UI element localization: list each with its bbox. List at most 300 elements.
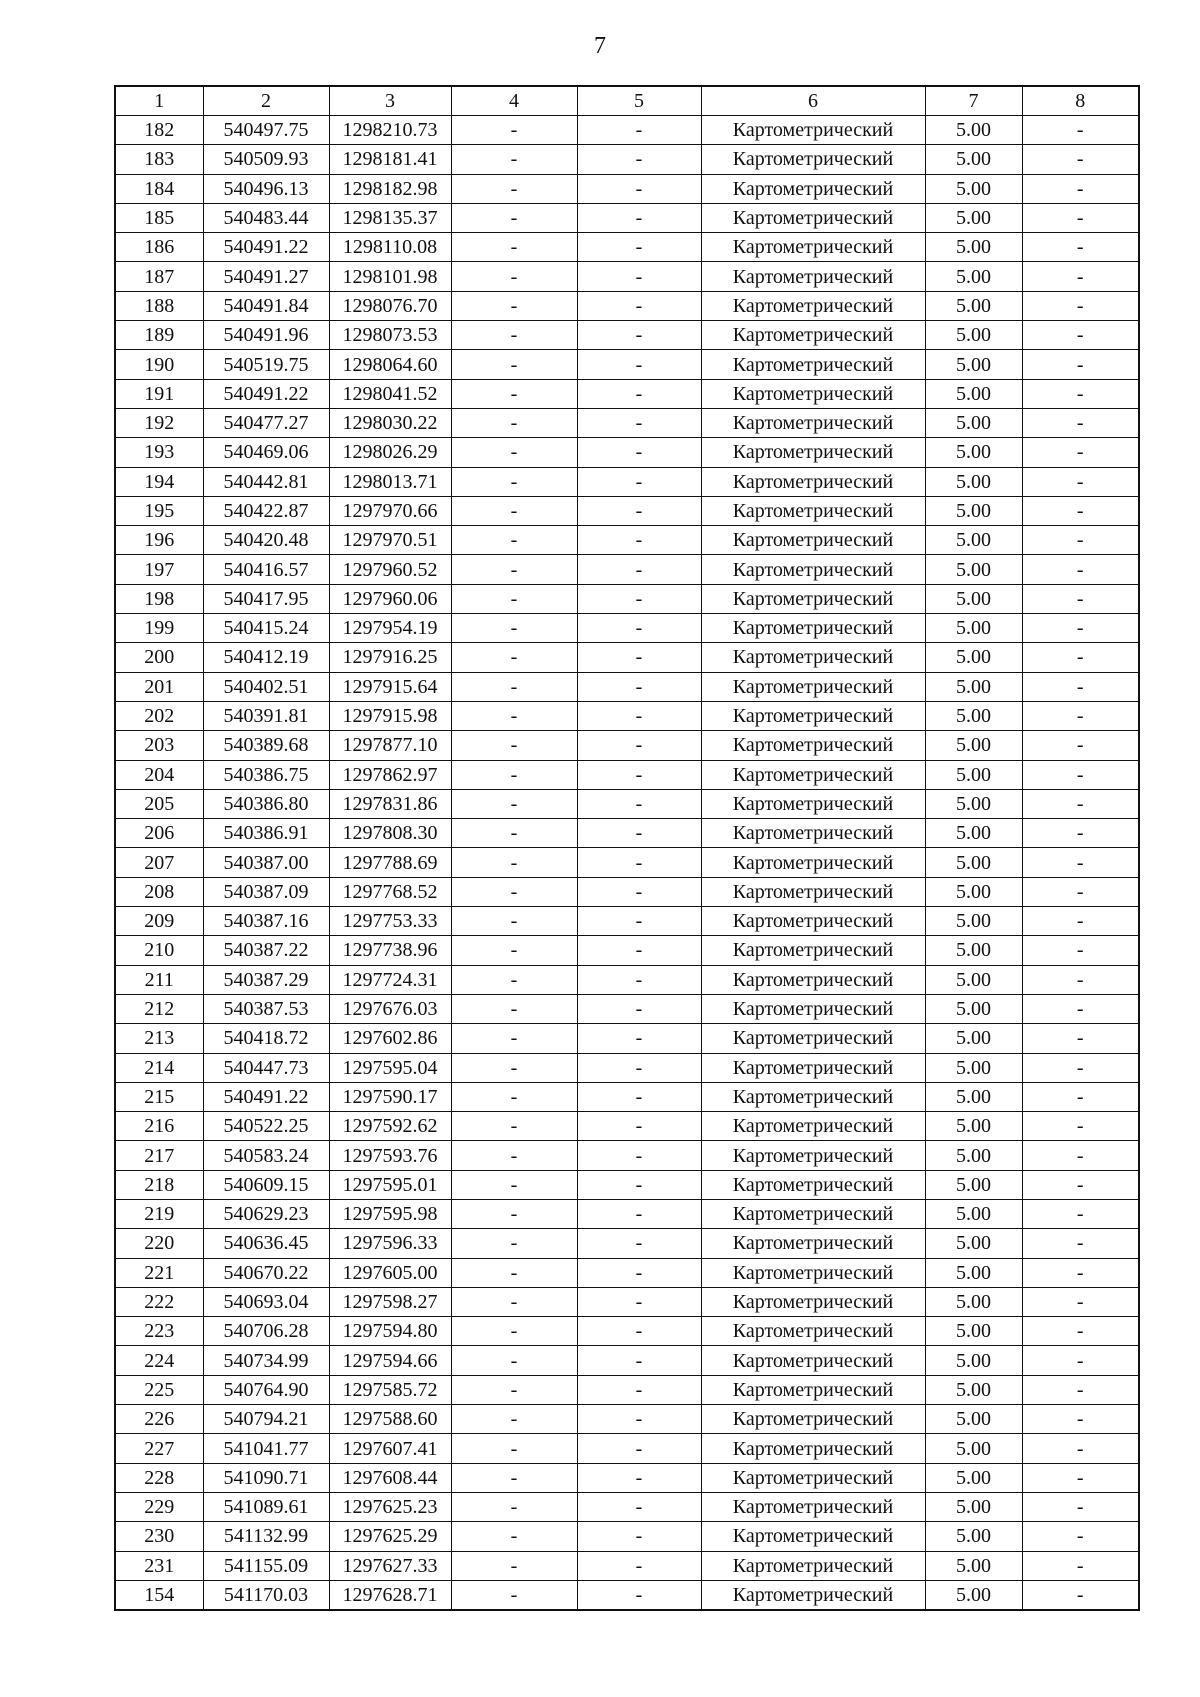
- method-cell: Картометрический: [701, 174, 925, 203]
- accuracy-cell: 5.00: [925, 1141, 1022, 1170]
- column-5-cell: -: [577, 994, 701, 1023]
- column-8-cell: -: [1022, 555, 1139, 584]
- method-cell: Картометрический: [701, 1024, 925, 1053]
- point-number-cell: 186: [115, 233, 203, 262]
- x-coordinate-cell: 541155.09: [203, 1551, 329, 1580]
- table-row: [115, 1434, 1139, 1463]
- column-header: 8: [1022, 86, 1139, 116]
- x-coordinate-cell: 540387.16: [203, 907, 329, 936]
- column-4-cell: -: [451, 203, 577, 232]
- point-number-cell: 190: [115, 350, 203, 379]
- table-row: [115, 262, 1139, 291]
- accuracy-cell: 5.00: [925, 116, 1022, 145]
- table-row: [115, 1405, 1139, 1434]
- column-5-cell: -: [577, 291, 701, 320]
- column-8-cell: -: [1022, 1199, 1139, 1228]
- column-8-cell: -: [1022, 789, 1139, 818]
- y-coordinate-cell: 1297676.03: [329, 994, 451, 1023]
- method-cell: Картометрический: [701, 584, 925, 613]
- table-row: [115, 1053, 1139, 1082]
- column-8-cell: -: [1022, 1551, 1139, 1580]
- point-number-cell: 191: [115, 379, 203, 408]
- column-8-cell: -: [1022, 1082, 1139, 1111]
- point-number-cell: 225: [115, 1375, 203, 1404]
- column-5-cell: -: [577, 379, 701, 408]
- accuracy-cell: 5.00: [925, 731, 1022, 760]
- accuracy-cell: 5.00: [925, 526, 1022, 555]
- point-number-cell: 183: [115, 145, 203, 174]
- accuracy-cell: 5.00: [925, 145, 1022, 174]
- table-row: [115, 291, 1139, 320]
- point-number-cell: 192: [115, 408, 203, 437]
- point-number-cell: 218: [115, 1170, 203, 1199]
- method-cell: Картометрический: [701, 291, 925, 320]
- table-row: [115, 1258, 1139, 1287]
- column-8-cell: -: [1022, 643, 1139, 672]
- y-coordinate-cell: 1298064.60: [329, 350, 451, 379]
- column-4-cell: -: [451, 1082, 577, 1111]
- y-coordinate-cell: 1297954.19: [329, 614, 451, 643]
- x-coordinate-cell: 540734.99: [203, 1346, 329, 1375]
- accuracy-cell: 5.00: [925, 1287, 1022, 1316]
- y-coordinate-cell: 1297788.69: [329, 848, 451, 877]
- method-cell: Картометрический: [701, 321, 925, 350]
- accuracy-cell: 5.00: [925, 1112, 1022, 1141]
- column-4-cell: -: [451, 1053, 577, 1082]
- point-number-cell: 195: [115, 496, 203, 525]
- table-row: [115, 672, 1139, 701]
- column-4-cell: -: [451, 936, 577, 965]
- y-coordinate-cell: 1297594.80: [329, 1317, 451, 1346]
- y-coordinate-cell: 1297862.97: [329, 760, 451, 789]
- column-4-cell: -: [451, 438, 577, 467]
- x-coordinate-cell: 540670.22: [203, 1258, 329, 1287]
- method-cell: Картометрический: [701, 1463, 925, 1492]
- column-8-cell: -: [1022, 1346, 1139, 1375]
- point-number-cell: 220: [115, 1229, 203, 1258]
- method-cell: Картометрический: [701, 1229, 925, 1258]
- x-coordinate-cell: 540387.22: [203, 936, 329, 965]
- column-header: 5: [577, 86, 701, 116]
- accuracy-cell: 5.00: [925, 321, 1022, 350]
- table-row: [115, 701, 1139, 730]
- y-coordinate-cell: 1298182.98: [329, 174, 451, 203]
- accuracy-cell: 5.00: [925, 1024, 1022, 1053]
- method-cell: Картометрический: [701, 701, 925, 730]
- point-number-cell: 211: [115, 965, 203, 994]
- column-8-cell: -: [1022, 907, 1139, 936]
- column-4-cell: -: [451, 1317, 577, 1346]
- y-coordinate-cell: 1297585.72: [329, 1375, 451, 1404]
- method-cell: Картометрический: [701, 1580, 925, 1610]
- y-coordinate-cell: 1297607.41: [329, 1434, 451, 1463]
- x-coordinate-cell: 540422.87: [203, 496, 329, 525]
- y-coordinate-cell: 1297593.76: [329, 1141, 451, 1170]
- column-4-cell: -: [451, 262, 577, 291]
- y-coordinate-cell: 1297594.66: [329, 1346, 451, 1375]
- method-cell: Картометрический: [701, 643, 925, 672]
- point-number-cell: 187: [115, 262, 203, 291]
- column-4-cell: -: [451, 789, 577, 818]
- point-number-cell: 204: [115, 760, 203, 789]
- method-cell: Картометрический: [701, 936, 925, 965]
- column-5-cell: -: [577, 907, 701, 936]
- column-4-cell: -: [451, 233, 577, 262]
- point-number-cell: 215: [115, 1082, 203, 1111]
- column-8-cell: -: [1022, 614, 1139, 643]
- method-cell: Картометрический: [701, 1112, 925, 1141]
- column-5-cell: -: [577, 321, 701, 350]
- column-5-cell: -: [577, 1522, 701, 1551]
- column-8-cell: -: [1022, 1522, 1139, 1551]
- point-number-cell: 217: [115, 1141, 203, 1170]
- y-coordinate-cell: 1297970.66: [329, 496, 451, 525]
- x-coordinate-cell: 540386.91: [203, 819, 329, 848]
- table-row: [115, 1580, 1139, 1610]
- point-number-cell: 203: [115, 731, 203, 760]
- x-coordinate-cell: 540420.48: [203, 526, 329, 555]
- column-5-cell: -: [577, 1112, 701, 1141]
- column-5-cell: -: [577, 526, 701, 555]
- table-row: [115, 438, 1139, 467]
- column-5-cell: -: [577, 174, 701, 203]
- x-coordinate-cell: 540447.73: [203, 1053, 329, 1082]
- method-cell: Картометрический: [701, 1346, 925, 1375]
- column-5-cell: -: [577, 555, 701, 584]
- column-5-cell: -: [577, 438, 701, 467]
- method-cell: Картометрический: [701, 789, 925, 818]
- x-coordinate-cell: 540387.09: [203, 877, 329, 906]
- column-4-cell: -: [451, 877, 577, 906]
- accuracy-cell: 5.00: [925, 614, 1022, 643]
- column-8-cell: -: [1022, 877, 1139, 906]
- table-row: [115, 116, 1139, 145]
- accuracy-cell: 5.00: [925, 203, 1022, 232]
- y-coordinate-cell: 1297588.60: [329, 1405, 451, 1434]
- table-row: [115, 408, 1139, 437]
- point-number-cell: 196: [115, 526, 203, 555]
- accuracy-cell: 5.00: [925, 233, 1022, 262]
- accuracy-cell: 5.00: [925, 848, 1022, 877]
- x-coordinate-cell: 540415.24: [203, 614, 329, 643]
- method-cell: Картометрический: [701, 614, 925, 643]
- column-8-cell: -: [1022, 1024, 1139, 1053]
- x-coordinate-cell: 541170.03: [203, 1580, 329, 1610]
- column-8-cell: -: [1022, 1317, 1139, 1346]
- column-4-cell: -: [451, 116, 577, 145]
- column-8-cell: -: [1022, 379, 1139, 408]
- x-coordinate-cell: 540522.25: [203, 1112, 329, 1141]
- x-coordinate-cell: 540412.19: [203, 643, 329, 672]
- column-4-cell: -: [451, 1434, 577, 1463]
- column-4-cell: -: [451, 760, 577, 789]
- method-cell: Картометрический: [701, 526, 925, 555]
- table-row: [115, 321, 1139, 350]
- column-5-cell: -: [577, 408, 701, 437]
- x-coordinate-cell: 540629.23: [203, 1199, 329, 1228]
- method-cell: Картометрический: [701, 1053, 925, 1082]
- x-coordinate-cell: 540387.29: [203, 965, 329, 994]
- y-coordinate-cell: 1298210.73: [329, 116, 451, 145]
- column-4-cell: -: [451, 145, 577, 174]
- point-number-cell: 223: [115, 1317, 203, 1346]
- x-coordinate-cell: 541090.71: [203, 1463, 329, 1492]
- method-cell: Картометрический: [701, 233, 925, 262]
- coordinates-table: [114, 85, 1140, 1611]
- column-8-cell: -: [1022, 350, 1139, 379]
- column-4-cell: -: [451, 526, 577, 555]
- table-row: [115, 1317, 1139, 1346]
- point-number-cell: 227: [115, 1434, 203, 1463]
- accuracy-cell: 5.00: [925, 1580, 1022, 1610]
- y-coordinate-cell: 1298013.71: [329, 467, 451, 496]
- column-header: 3: [329, 86, 451, 116]
- column-8-cell: -: [1022, 1463, 1139, 1492]
- point-number-cell: 154: [115, 1580, 203, 1610]
- method-cell: Картометрический: [701, 1492, 925, 1521]
- accuracy-cell: 5.00: [925, 1229, 1022, 1258]
- y-coordinate-cell: 1298181.41: [329, 145, 451, 174]
- column-4-cell: -: [451, 1346, 577, 1375]
- column-5-cell: -: [577, 1024, 701, 1053]
- y-coordinate-cell: 1297831.86: [329, 789, 451, 818]
- column-4-cell: -: [451, 731, 577, 760]
- point-number-cell: 185: [115, 203, 203, 232]
- accuracy-cell: 5.00: [925, 965, 1022, 994]
- method-cell: Картометрический: [701, 116, 925, 145]
- column-5-cell: -: [577, 1492, 701, 1521]
- method-cell: Картометрический: [701, 965, 925, 994]
- point-number-cell: 229: [115, 1492, 203, 1521]
- point-number-cell: 209: [115, 907, 203, 936]
- table-row: [115, 848, 1139, 877]
- accuracy-cell: 5.00: [925, 1492, 1022, 1521]
- accuracy-cell: 5.00: [925, 467, 1022, 496]
- accuracy-cell: 5.00: [925, 555, 1022, 584]
- y-coordinate-cell: 1297602.86: [329, 1024, 451, 1053]
- column-5-cell: -: [577, 1346, 701, 1375]
- y-coordinate-cell: 1297915.98: [329, 701, 451, 730]
- x-coordinate-cell: 540764.90: [203, 1375, 329, 1404]
- column-4-cell: -: [451, 1199, 577, 1228]
- method-cell: Картометрический: [701, 555, 925, 584]
- point-number-cell: 200: [115, 643, 203, 672]
- column-5-cell: -: [577, 1258, 701, 1287]
- x-coordinate-cell: 540386.80: [203, 789, 329, 818]
- accuracy-cell: 5.00: [925, 1551, 1022, 1580]
- point-number-cell: 201: [115, 672, 203, 701]
- column-4-cell: -: [451, 848, 577, 877]
- accuracy-cell: 5.00: [925, 994, 1022, 1023]
- accuracy-cell: 5.00: [925, 262, 1022, 291]
- x-coordinate-cell: 540706.28: [203, 1317, 329, 1346]
- point-number-cell: 208: [115, 877, 203, 906]
- table-row: [115, 1492, 1139, 1521]
- y-coordinate-cell: 1297877.10: [329, 731, 451, 760]
- table-row: [115, 1522, 1139, 1551]
- method-cell: Картометрический: [701, 1405, 925, 1434]
- column-5-cell: -: [577, 789, 701, 818]
- x-coordinate-cell: 541041.77: [203, 1434, 329, 1463]
- column-8-cell: -: [1022, 291, 1139, 320]
- y-coordinate-cell: 1298101.98: [329, 262, 451, 291]
- column-5-cell: -: [577, 1375, 701, 1404]
- column-8-cell: -: [1022, 731, 1139, 760]
- column-8-cell: -: [1022, 145, 1139, 174]
- x-coordinate-cell: 540491.22: [203, 233, 329, 262]
- column-4-cell: -: [451, 643, 577, 672]
- column-8-cell: -: [1022, 526, 1139, 555]
- column-5-cell: -: [577, 760, 701, 789]
- method-cell: Картометрический: [701, 1141, 925, 1170]
- accuracy-cell: 5.00: [925, 1434, 1022, 1463]
- y-coordinate-cell: 1297808.30: [329, 819, 451, 848]
- table-row: [115, 379, 1139, 408]
- point-number-cell: 206: [115, 819, 203, 848]
- column-5-cell: -: [577, 496, 701, 525]
- method-cell: Картометрический: [701, 994, 925, 1023]
- column-5-cell: -: [577, 614, 701, 643]
- column-5-cell: -: [577, 672, 701, 701]
- column-8-cell: -: [1022, 965, 1139, 994]
- column-8-cell: -: [1022, 1580, 1139, 1610]
- table-row: [115, 350, 1139, 379]
- column-4-cell: -: [451, 555, 577, 584]
- accuracy-cell: 5.00: [925, 1346, 1022, 1375]
- accuracy-cell: 5.00: [925, 1375, 1022, 1404]
- table-row: [115, 467, 1139, 496]
- x-coordinate-cell: 540442.81: [203, 467, 329, 496]
- column-8-cell: -: [1022, 1375, 1139, 1404]
- column-5-cell: -: [577, 936, 701, 965]
- y-coordinate-cell: 1298135.37: [329, 203, 451, 232]
- column-8-cell: -: [1022, 1229, 1139, 1258]
- column-8-cell: -: [1022, 1141, 1139, 1170]
- x-coordinate-cell: 540693.04: [203, 1287, 329, 1316]
- column-5-cell: -: [577, 701, 701, 730]
- column-4-cell: -: [451, 819, 577, 848]
- column-5-cell: -: [577, 116, 701, 145]
- method-cell: Картометрический: [701, 496, 925, 525]
- table-row: [115, 789, 1139, 818]
- column-4-cell: -: [451, 467, 577, 496]
- table-row: [115, 203, 1139, 232]
- column-5-cell: -: [577, 1580, 701, 1610]
- point-number-cell: 189: [115, 321, 203, 350]
- accuracy-cell: 5.00: [925, 907, 1022, 936]
- table-row: [115, 1082, 1139, 1111]
- method-cell: Картометрический: [701, 1287, 925, 1316]
- y-coordinate-cell: 1297590.17: [329, 1082, 451, 1111]
- accuracy-cell: 5.00: [925, 1170, 1022, 1199]
- x-coordinate-cell: 540491.84: [203, 291, 329, 320]
- column-4-cell: -: [451, 1580, 577, 1610]
- column-4-cell: -: [451, 672, 577, 701]
- table-row: [115, 1346, 1139, 1375]
- point-number-cell: 184: [115, 174, 203, 203]
- method-cell: Картометрический: [701, 848, 925, 877]
- point-number-cell: 197: [115, 555, 203, 584]
- column-8-cell: -: [1022, 408, 1139, 437]
- method-cell: Картометрический: [701, 203, 925, 232]
- table-row: [115, 643, 1139, 672]
- point-number-cell: 199: [115, 614, 203, 643]
- point-number-cell: 205: [115, 789, 203, 818]
- column-4-cell: -: [451, 496, 577, 525]
- method-cell: Картометрический: [701, 1199, 925, 1228]
- column-8-cell: -: [1022, 1170, 1139, 1199]
- point-number-cell: 228: [115, 1463, 203, 1492]
- accuracy-cell: 5.00: [925, 672, 1022, 701]
- y-coordinate-cell: 1297738.96: [329, 936, 451, 965]
- point-number-cell: 212: [115, 994, 203, 1023]
- column-8-cell: -: [1022, 1492, 1139, 1521]
- x-coordinate-cell: 540509.93: [203, 145, 329, 174]
- column-5-cell: -: [577, 1287, 701, 1316]
- accuracy-cell: 5.00: [925, 379, 1022, 408]
- y-coordinate-cell: 1297596.33: [329, 1229, 451, 1258]
- table-row: [115, 819, 1139, 848]
- method-cell: Картометрический: [701, 1375, 925, 1404]
- table-row: [115, 1229, 1139, 1258]
- accuracy-cell: 5.00: [925, 408, 1022, 437]
- column-4-cell: -: [451, 965, 577, 994]
- column-4-cell: -: [451, 1141, 577, 1170]
- column-4-cell: -: [451, 994, 577, 1023]
- column-8-cell: -: [1022, 936, 1139, 965]
- table-row: [115, 614, 1139, 643]
- column-4-cell: -: [451, 379, 577, 408]
- point-number-cell: 202: [115, 701, 203, 730]
- column-8-cell: -: [1022, 701, 1139, 730]
- accuracy-cell: 5.00: [925, 936, 1022, 965]
- column-8-cell: -: [1022, 116, 1139, 145]
- x-coordinate-cell: 540609.15: [203, 1170, 329, 1199]
- x-coordinate-cell: 540519.75: [203, 350, 329, 379]
- x-coordinate-cell: 540477.27: [203, 408, 329, 437]
- y-coordinate-cell: 1298026.29: [329, 438, 451, 467]
- table-row: [115, 555, 1139, 584]
- point-number-cell: 230: [115, 1522, 203, 1551]
- x-coordinate-cell: 540483.44: [203, 203, 329, 232]
- table-row: [115, 526, 1139, 555]
- column-5-cell: -: [577, 584, 701, 613]
- column-5-cell: -: [577, 1141, 701, 1170]
- method-cell: Картометрический: [701, 877, 925, 906]
- method-cell: Картометрический: [701, 1317, 925, 1346]
- accuracy-cell: 5.00: [925, 584, 1022, 613]
- method-cell: Картометрический: [701, 1258, 925, 1287]
- column-8-cell: -: [1022, 467, 1139, 496]
- method-cell: Картометрический: [701, 467, 925, 496]
- table-row: [115, 731, 1139, 760]
- x-coordinate-cell: 540416.57: [203, 555, 329, 584]
- column-5-cell: -: [577, 467, 701, 496]
- column-8-cell: -: [1022, 1258, 1139, 1287]
- column-4-cell: -: [451, 1551, 577, 1580]
- method-cell: Картометрический: [701, 819, 925, 848]
- column-4-cell: -: [451, 614, 577, 643]
- column-5-cell: -: [577, 1463, 701, 1492]
- point-number-cell: 221: [115, 1258, 203, 1287]
- y-coordinate-cell: 1297625.23: [329, 1492, 451, 1521]
- column-4-cell: -: [451, 1024, 577, 1053]
- table-row: [115, 1112, 1139, 1141]
- method-cell: Картометрический: [701, 408, 925, 437]
- accuracy-cell: 5.00: [925, 174, 1022, 203]
- accuracy-cell: 5.00: [925, 291, 1022, 320]
- point-number-cell: 198: [115, 584, 203, 613]
